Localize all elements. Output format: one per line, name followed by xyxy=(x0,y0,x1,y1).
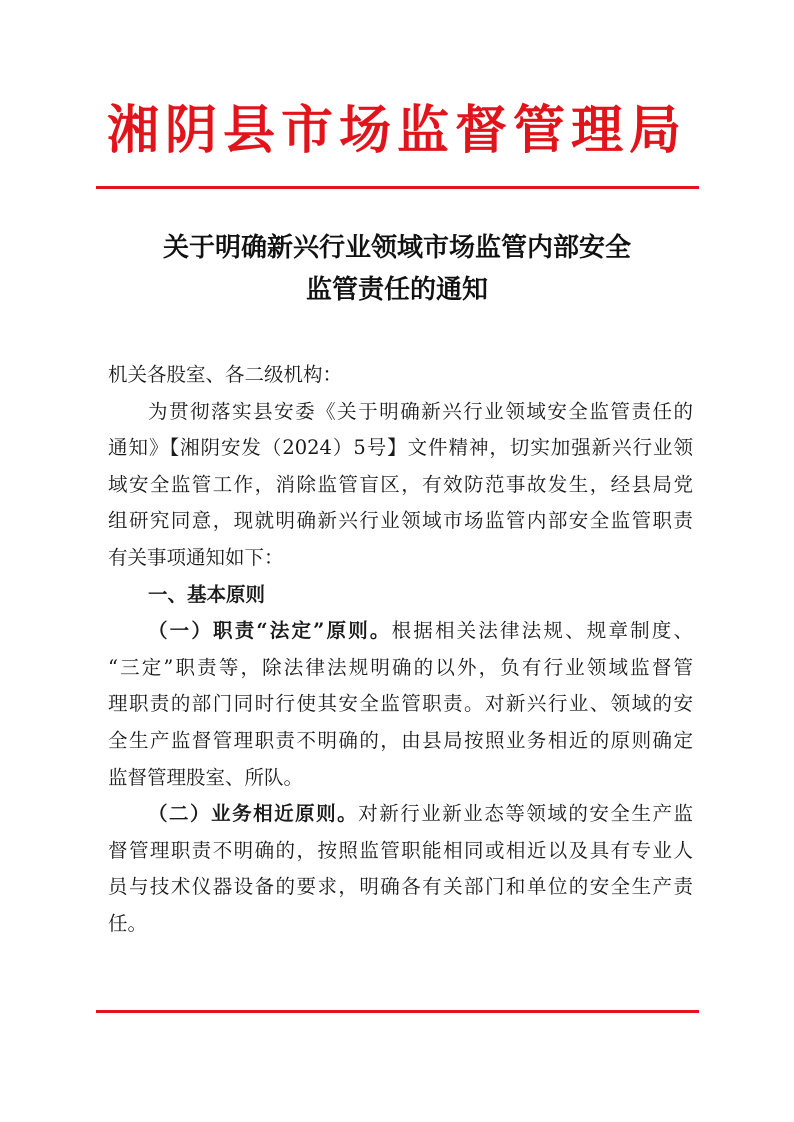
principle-1-line: 监督管理股室、所队。 xyxy=(108,765,304,789)
principle-2-lead: （二）业务相近原则。 xyxy=(148,802,359,826)
intro-line: 组研究同意，现就明确新兴行业领域市场监管内部安全监管职责 xyxy=(108,509,693,533)
intro-line: 为贯彻落实县安委《关于明确新兴行业领域安全监管责任的 xyxy=(148,399,693,423)
section-heading: 一、基本原则 xyxy=(148,582,266,606)
intro-line: 通知》【湘阴安发（2024）5号】文件精神，切实加强新兴行业领 xyxy=(108,436,693,460)
principle-2-line: 员与技术仪器设备的要求，明确各有关部门和单位的安全生产责 xyxy=(108,875,693,899)
agency-name-header: 湘阴县市场监督管理局 xyxy=(106,100,687,161)
intro-line: 域安全监管工作，消除监管盲区，有效防范事故发生，经县局党 xyxy=(108,472,693,496)
document-body xyxy=(108,357,693,943)
principle-2-line: 任。 xyxy=(108,911,148,935)
principle-1-line: 全生产监督管理职责不明确的，由县局按照业务相近的原则确定 xyxy=(108,728,693,752)
document-title-line-2: 监管责任的通知 xyxy=(305,275,488,305)
intro-line: 有关事项通知如下： xyxy=(108,545,284,569)
document-title-line-1: 关于明确新兴行业领域市场监管内部安全 xyxy=(162,233,631,263)
header-red-divider xyxy=(96,186,699,189)
principle-2-line: 督管理职责不明确的，按照监管职能相同或相近以及具有专业人 xyxy=(108,838,693,862)
principle-1-line: “三定”职责等，除法律法规明确的以外，负有行业领域监督管 xyxy=(108,655,693,679)
principle-2-first-line xyxy=(108,796,693,833)
principle-1-first-line xyxy=(108,613,693,650)
footer-red-divider xyxy=(96,1010,699,1013)
salutation: 机关各股室、各二级机构： xyxy=(108,363,343,386)
principle-1-line: 理职责的部门同时行使其安全监管职责。对新兴行业、领域的安 xyxy=(108,692,693,716)
principle-2-first-text: 对新行业新业态等领域的安全生产监 xyxy=(358,802,693,826)
principle-1-first-text: 根据相关法律法规、规章制度、 xyxy=(391,619,693,643)
principle-1-lead: （一）职责“法定”原则。 xyxy=(148,619,392,643)
